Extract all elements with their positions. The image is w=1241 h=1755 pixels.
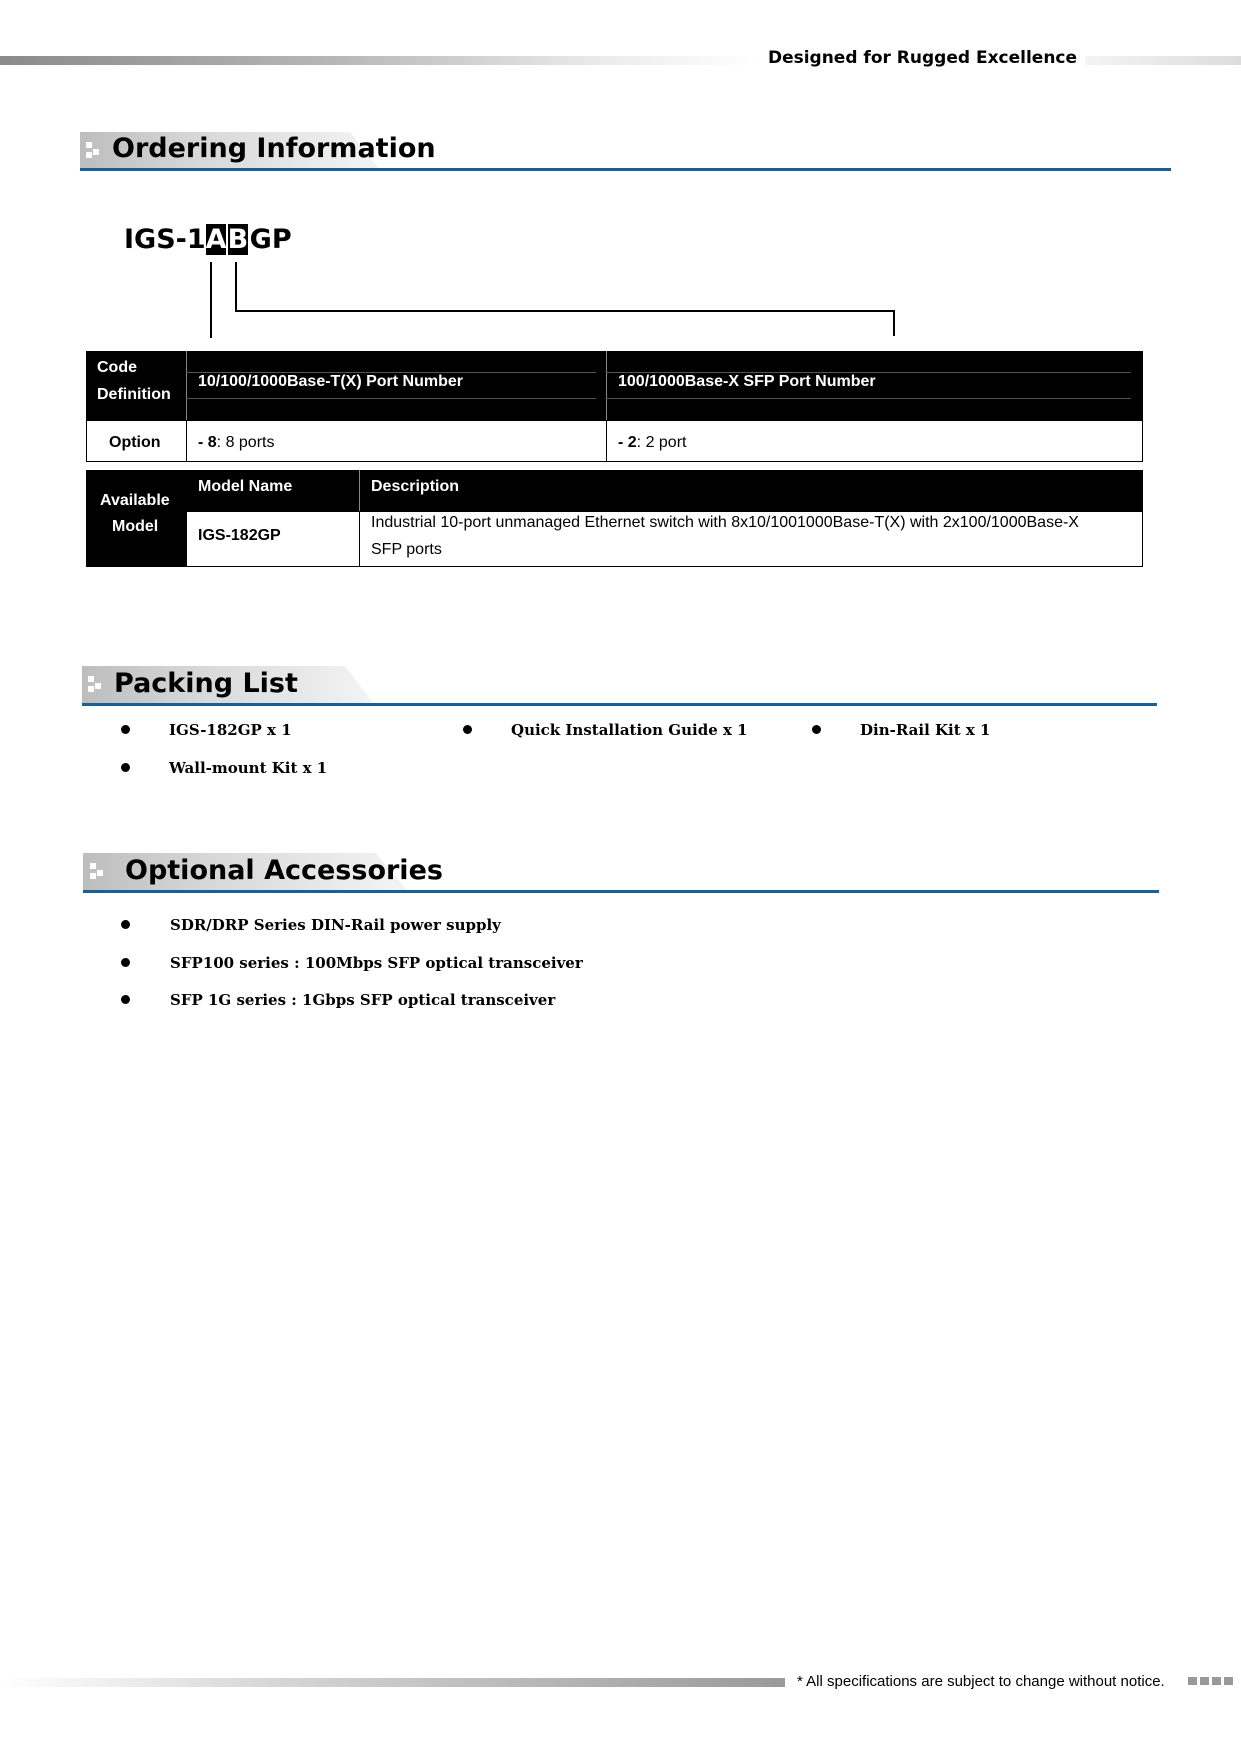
bullet — [121, 995, 130, 1004]
section-marker-icon — [86, 142, 100, 158]
section-rule-accessories — [83, 890, 1159, 893]
header-gradient-bar-right — [1085, 56, 1241, 65]
model-code-b: B — [227, 224, 249, 255]
leader-line-b-drop — [893, 310, 895, 336]
option-b-value: - 2: 2 port — [618, 434, 687, 451]
footer-notice: * All specifications are subject to change without notice. — [797, 1673, 1165, 1690]
footer-gradient-bar — [0, 1678, 785, 1687]
section-rule-packing — [82, 703, 1157, 706]
packing-item: IGS-182GP x 1 — [169, 721, 292, 739]
model-description-line1: Industrial 10-port unmanaged Ethernet switch with 8x10/1001000Base-T(X) with 2x100/1000Base-X — [371, 514, 1079, 531]
option-label: Option — [109, 434, 161, 451]
section-title-accessories: Optional Accessories — [125, 855, 443, 886]
bullet — [121, 920, 130, 929]
footer-square-icon — [1212, 1677, 1221, 1685]
footer-square-icon — [1200, 1677, 1209, 1685]
available-label-line1: Available — [100, 492, 170, 509]
option-a-value: - 8: 8 ports — [198, 434, 275, 451]
model-description-line2: SFP ports — [371, 541, 442, 558]
model-code-prefix: IGS-1 — [124, 224, 206, 255]
bullet — [121, 958, 130, 967]
bullet — [121, 725, 130, 734]
leader-line-a — [210, 262, 212, 338]
model-code-a: A — [205, 224, 227, 255]
leader-line-b-vertical — [235, 262, 237, 312]
section-title-packing: Packing List — [114, 668, 298, 699]
accessory-item: SDR/DRP Series DIN-Rail power supply — [170, 916, 501, 934]
leader-line-b-horizontal — [235, 310, 895, 312]
footer-square-icon — [1224, 1677, 1233, 1685]
footer-square-icon — [1188, 1677, 1197, 1685]
option-b-cell — [606, 420, 1143, 462]
header-tagline: Designed for Rugged Excellence — [767, 48, 1078, 68]
column-header-sfp-ports: 100/1000Base-X SFP Port Number — [618, 373, 876, 390]
model-code-suffix: GP — [249, 224, 292, 255]
section-title-ordering: Ordering Information — [112, 133, 436, 164]
column-header-model-name: Model Name — [198, 478, 293, 495]
packing-item: Quick Installation Guide x 1 — [511, 721, 748, 739]
accessory-item: SFP 1G series : 1Gbps SFP optical transceiver — [170, 991, 556, 1009]
code-label-line1: Code — [97, 359, 137, 376]
available-label-line2: Model — [112, 518, 159, 535]
bullet — [121, 763, 130, 772]
model-code — [124, 224, 292, 255]
bullet — [463, 725, 472, 734]
column-header-ethernet-ports: 10/100/1000Base-T(X) Port Number — [198, 373, 463, 390]
section-marker-icon — [90, 863, 104, 879]
accessory-item: SFP100 series : 100Mbps SFP optical transceiver — [170, 954, 583, 972]
code-label-line2: Definition — [97, 386, 171, 403]
packing-item: Wall-mount Kit x 1 — [169, 759, 328, 777]
column-header-description: Description — [371, 478, 460, 495]
header-gradient-bar — [0, 56, 760, 65]
packing-item: Din-Rail Kit x 1 — [860, 721, 991, 739]
section-marker-icon — [88, 676, 102, 692]
section-rule-ordering — [80, 168, 1171, 171]
model-name: IGS-182GP — [198, 527, 281, 544]
bullet — [812, 725, 821, 734]
